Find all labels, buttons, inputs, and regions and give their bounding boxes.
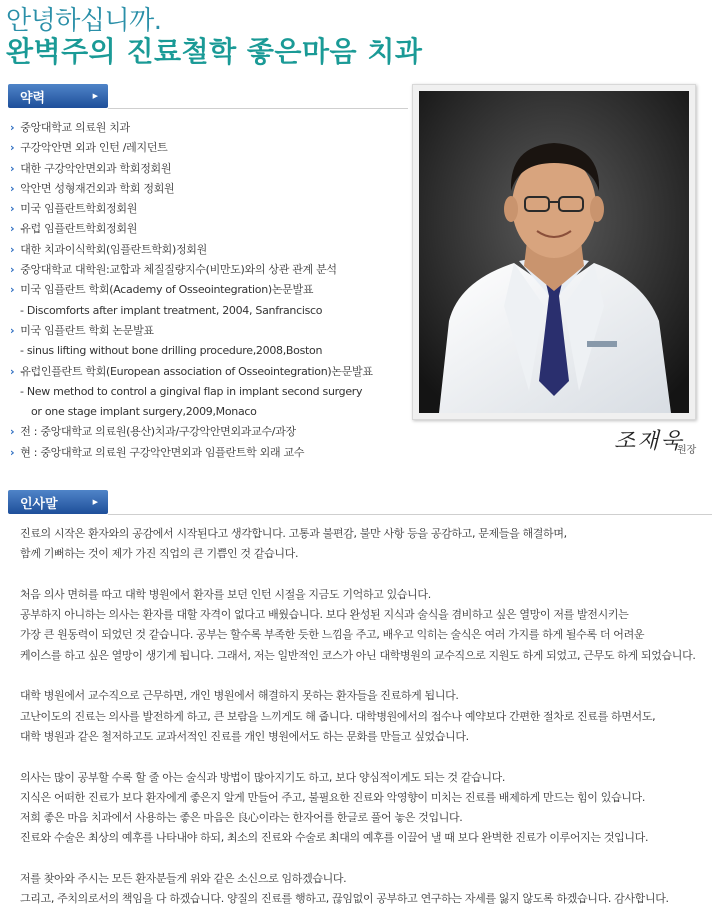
greeting-line: 지식은 어떠한 진료가 보다 환자에게 좋은지 알게 만들어 주고, 불필요한 진료와 악영향이 미치는 진료를 배제하게 만드는 힘이 있습니다.	[20, 790, 645, 804]
greeting-line: 가장 큰 원동력이 되었던 것 같습니다. 공부는 할수록 부족한 듯한 느낌을 주고, 배우고 익히는 술식은 여러 가지를 하게 될수록 더 어려운	[20, 628, 645, 642]
career-item: › 대한 치과이식학회(임플란트학회)정회원	[10, 240, 410, 260]
greeting-headline: 안녕하십니까.	[6, 6, 162, 36]
doctor-photo-frame	[412, 84, 696, 420]
career-item: › 유럽인플란트 학회(European association of Osseointegration)논문발표	[10, 362, 410, 382]
greeting-line: 진료의 시작은 환자와의 공감에서 시작된다고 생각합니다. 고통과 불편감, 불만 사항 등을 공감하고, 문제들을 해결하며,	[20, 527, 567, 540]
career-item: - sinus lifting without bone drilling procedure,2008,Boston	[20, 344, 323, 358]
career-item: › 악안면 성형재건외과 학회 정회원	[10, 179, 410, 199]
greeting-divider	[108, 514, 712, 515]
greeting-line: 대학 병원과 같은 철저하고도 교과서적인 진료를 개인 병원에서도 하는 문화를 만들고 싶었습니다.	[20, 729, 469, 743]
career-item: - New method to control a gingival flap in implant second surgery	[20, 384, 363, 398]
career-section-header	[8, 84, 108, 108]
greeting-line: 진료와 수술은 최상의 예후를 나타내야 하되, 최소의 진료와 수술로 최대의 예후를 이끌어 낼 때 보다 완벽한 진료가 이루어지는 것입니다.	[20, 831, 649, 845]
greeting-line: 대학 병원에서 교수직으로 근무하면, 개인 병원에서 해결하지 못하는 환자들을 진료하게 됩니다.	[20, 689, 459, 703]
career-item: › 중앙대학교 의료원 치과	[10, 118, 410, 138]
career-item: › 전 : 중앙대학교 의료원(용산)치과/구강악안면외과교수/과장	[10, 422, 410, 442]
doctor-photo	[419, 91, 689, 413]
paragraph-gap	[20, 565, 710, 585]
page-title: 완벽주의 진료철학 좋은마음 치과	[6, 35, 423, 68]
greeting-line: 처음 의사 면허를 따고 대학 병원에서 환자를 보던 인턴 시절을 지금도 기억하고 있습니다.	[20, 587, 431, 601]
greeting-line: 저를 찾아와 주시는 모든 환자분들게 위와 같은 소신으로 임하겠습니다.	[20, 872, 347, 886]
signature-name: 조재욱	[614, 429, 684, 454]
greeting-line: 의사는 많이 공부할 수록 할 줄 아는 술식과 방법이 많아지기도 하고, 보다 양심적이게도 되는 것 같습니다.	[20, 770, 506, 784]
paragraph-gap	[20, 849, 710, 869]
career-item: or one stage implant surgery,2009,Monaco	[31, 405, 257, 419]
career-item: › 미국 임플란트 학회(Academy of Osseointegration)논문발표	[10, 280, 410, 300]
career-item: › 구강악안면 외과 인턴 /레지던트	[10, 138, 410, 158]
career-divider	[108, 108, 408, 109]
greeting-line: 케이스를 하고 싶은 열망이 생기게 됩니다. 그래서, 저는 일반적인 코스가 아닌 대학병원의 교수직으로 지원도 하게 되었고, 근무도 하게 되었습니다.	[20, 648, 696, 662]
career-item: › 대한 구강악안면외과 학회정회원	[10, 159, 410, 179]
greeting-body	[20, 524, 710, 910]
career-item: › 중앙대학교 대학원:교합과 체질질량지수(비만도)와의 상관 관계 분석	[10, 260, 410, 280]
career-item: › 미국 임플란트 학회 논문발표	[10, 321, 410, 341]
career-item: - Discomforts after implant treatment, 2004, Sanfrancisco	[20, 303, 323, 317]
career-item: › 미국 임플란트학회정회원	[10, 199, 410, 219]
career-list	[10, 118, 410, 463]
greeting-heading: 인사말	[20, 496, 58, 512]
greeting-line: 고난이도의 진료는 의사를 발전하게 하고, 큰 보람을 느끼게도 해 줍니다. 대학병원에서의 접수나 예약보다 간편한 절차로 진료를 하면서도,	[20, 709, 656, 723]
greeting-line: 함께 기뻐하는 것이 제가 가진 직업의 큰 기쁨인 것 같습니다.	[20, 547, 299, 561]
greeting-line: 공부하지 아니하는 의사는 환자를 대할 자격이 없다고 배웠습니다. 보다 완성된 지식과 술식을 겸비하고 싶은 열망이 저를 발전시키는	[20, 608, 629, 622]
career-heading: 약력	[20, 90, 46, 106]
career-item: › 유럽 임플란트학회정회원	[10, 219, 410, 239]
paragraph-gap	[20, 747, 710, 767]
career-item: › 현 : 중앙대학교 의료원 구강악안면외과 임플란트학 외래 교수	[10, 443, 410, 463]
greeting-line: 저희 좋은 마음 치과에서 사용하는 좋은 마음은 良心이라는 한자어를 한글로 풀어 놓은 것입니다.	[20, 811, 463, 825]
greeting-section-header	[8, 490, 108, 514]
triangle-right-icon: ▶	[92, 498, 98, 506]
signature-role: 원장	[677, 445, 697, 456]
paragraph-gap	[20, 666, 710, 686]
greeting-line: 그리고, 주치의로서의 책임을 다 하겠습니다. 양질의 진료를 행하고, 끊임없이 공부하고 연구하는 자세를 잃지 않도록 하겠습니다. 감사합니다.	[20, 892, 669, 906]
triangle-right-icon: ▶	[92, 92, 98, 100]
